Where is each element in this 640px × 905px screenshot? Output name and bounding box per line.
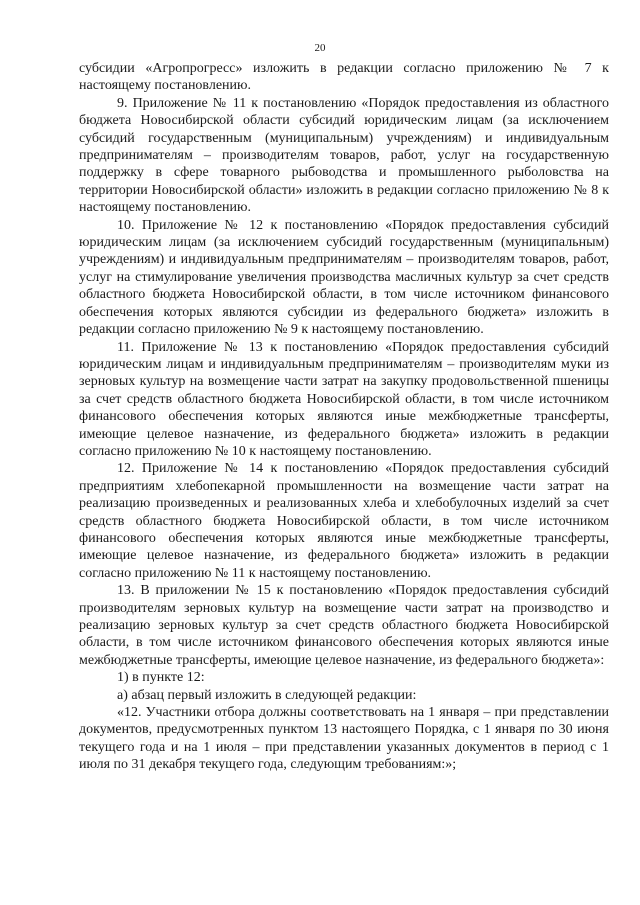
paragraph-8: а) абзац первый изложить в следующей редакции: xyxy=(117,687,417,703)
paragraph-1: субсидии «Агропрогресс» изложить в редакции согласно приложению № 7 к настоящему постановлению. xyxy=(79,61,609,94)
paragraph-2: 9. Приложение № 11 к постановлению «Порядок предоставления из областного бюджета Новосибирской области субсидий юридическим лицам (за исключением субсидий государственным (муниципальным) учреждениям) и индивидуальным предпринимателям – производителям товаров, работ, услуг на государственную поддержку в сфере товарного рыбоводства и промышленного рыболовства на территории Новосибирской области» изложить в редакции согласно приложению № 8 к настоящему постановлению. xyxy=(79,95,609,216)
paragraph-9: «12. Участники отбора должны соответствовать на 1 января – при представлении документов, предусмотренных пунктом 13 настоящего Порядка, с 1 января по 30 июня текущего года и на 1 июля – при представлении указанных документов в период с 1 июля по 31 декабря текущего года, следующим требованиям:»; xyxy=(79,705,609,773)
paragraph-4: 11. Приложение № 13 к постановлению «Порядок предоставления субсидий юридическим лицам и индивидуальным предпринимателям – производителям муки из зерновых культур на возмещение части затрат на закупку продовольственной пшеницы за счет средств областного бюджета Новосибирской области, в том числе источником финансового обеспечения которых являются иные межбюджетные трансферты, имеющие целевое назначение, из федерального бюджета» изложить в редакции согласно приложению № 10 к настоящему постановлению. xyxy=(79,339,609,459)
document-body xyxy=(79,60,609,774)
paragraph-3: 10. Приложение № 12 к постановлению «Порядок предоставления субсидий юридическим лицам (за исключением субсидий государственным (муниципальным) учреждениям) и индивидуальным предпринимателям – производителям товаров, работ, услуг на стимулирование увеличения производства масличных культур за счет средств областного бюджета Новосибирской области, в том числе источником финансового обеспечения которых являются субсидии из федерального бюджета» изложить в редакции согласно приложению № 9 к настоящему постановлению. xyxy=(79,217,609,338)
paragraph-7: 1) в пункте 12: xyxy=(117,670,205,686)
paragraph-6: 13. В приложении № 15 к постановлению «Порядок предоставления субсидий производителям зерновых культур на возмещение части затрат на производство и реализацию зерновых культур за счет средств областного бюджета Новосибирской области, в том числе источником финансового обеспечения которых являются иные межбюджетные трансферты, имеющие целевое назначение, из федерального бюджета»: xyxy=(79,583,609,668)
paragraph-5: 12. Приложение № 14 к постановлению «Порядок предоставления субсидий предприятиям хлебопекарной промышленности на возмещение части затрат на реализацию произведенных и реализованных хлеба и хлебобулочных изделий за счет средств областного бюджета Новосибирской области, в том числе источником финансового обеспечения которых являются иные межбюджетные трансферты, имеющие целевое назначение, из федерального бюджета» изложить в редакции согласно приложению № 11 к настоящему постановлению. xyxy=(79,461,609,581)
page-number: 20 xyxy=(314,42,326,54)
